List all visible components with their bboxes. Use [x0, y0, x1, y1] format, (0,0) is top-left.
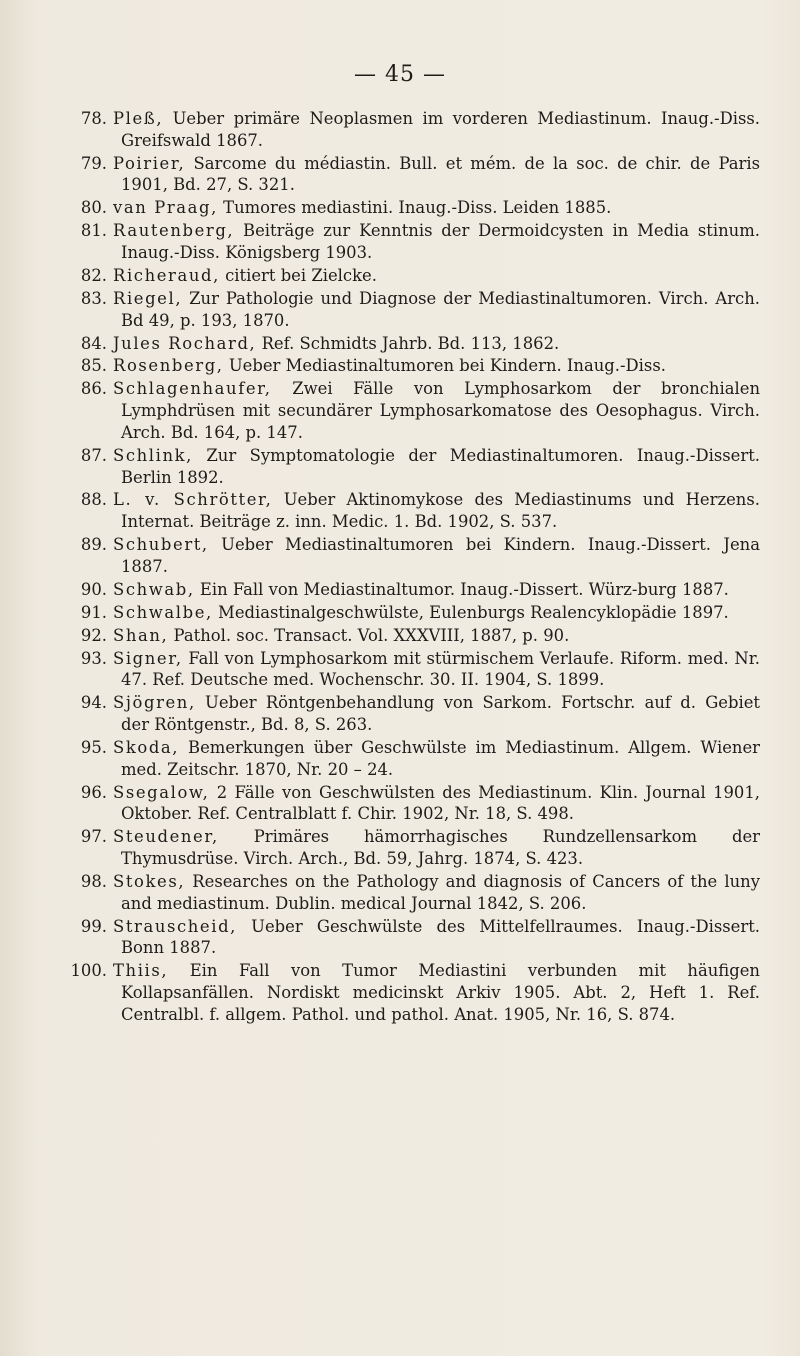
- reference-author: Strauscheid,: [113, 916, 237, 936]
- reference-item: [0, 737, 800, 781]
- reference-text: Ueber Geschwülste des Mittelfellraumes. Inaug.-Dissert. Bonn 1887.: [121, 916, 760, 958]
- reference-text: Ein Fall von Mediastinaltumor. Inaug.-Dissert. Würz-burg 1887.: [199, 579, 729, 599]
- reference-author: Rautenberg,: [113, 221, 235, 241]
- reference-list: [0, 108, 800, 1027]
- reference-author: Steudener,: [113, 827, 219, 847]
- reference-text: Zwei Fälle von Lymphosarkom der bronchialen Lymphdrüsen mit secundärer Lymphosarkomatose des Oesophagus. Virch. Arch. Bd. 164, p. 147.: [121, 379, 761, 442]
- reference-item: [0, 625, 800, 647]
- reference-author: Schlagenhaufer,: [113, 379, 272, 399]
- reference-text: Sarcome du médiastin. Bull. et mém. de la soc. de chir. de Paris 1901, Bd. 27, S. 321.: [121, 153, 760, 195]
- reference-author: Skoda,: [113, 737, 180, 757]
- reference-text: Mediastinalgeschwülste, Eulenburgs Realencyklopädie 1897.: [218, 602, 729, 622]
- reference-text: Ueber Aktinomykose des Mediastinums und Herzens. Internat. Beiträge z. inn. Medic. 1. Bd. 1902, S. 537.: [121, 490, 760, 532]
- reference-item: [0, 288, 800, 332]
- reference-item: [0, 153, 800, 197]
- reference-author: Stokes,: [113, 871, 186, 891]
- reference-item: [0, 378, 800, 443]
- reference-item: [0, 534, 800, 578]
- reference-author: Jules Rochard,: [113, 333, 257, 353]
- reference-item: [0, 871, 800, 915]
- reference-number: 89.: [80, 535, 107, 555]
- reference-author: Poirier,: [113, 153, 186, 173]
- reference-item: [0, 648, 800, 692]
- reference-author: Pleß,: [113, 109, 164, 128]
- reference-number: 93.: [80, 648, 107, 668]
- reference-number: 100.: [70, 961, 107, 981]
- reference-number: 83.: [80, 288, 107, 308]
- reference-number: 78.: [80, 109, 107, 128]
- reference-number: 99.: [80, 916, 107, 936]
- reference-author: Rosenberg,: [113, 356, 224, 376]
- reference-number: 97.: [80, 827, 107, 847]
- reference-author: Richeraud,: [113, 265, 220, 285]
- reference-item: [0, 220, 800, 264]
- reference-number: 98.: [80, 871, 107, 891]
- reference-item: [0, 692, 800, 736]
- reference-number: 80.: [80, 198, 107, 218]
- reference-author: Schwalbe,: [113, 602, 213, 622]
- reference-number: 87.: [80, 445, 107, 465]
- reference-text: Ref. Schmidts Jahrb. Bd. 113, 1862.: [261, 333, 560, 353]
- reference-author: Riegel,: [113, 288, 183, 308]
- reference-text: Zur Symptomatologie der Mediastinaltumoren. Inaug.-Dissert. Berlin 1892.: [121, 445, 760, 487]
- reference-number: 95.: [80, 737, 107, 757]
- reference-item: [0, 333, 800, 355]
- reference-text: Primäres hämorrhagisches Rundzellensarkom der Thymusdrüse. Virch. Arch., Bd. 59, Jahrg. 1874, S. 423.: [121, 827, 760, 869]
- reference-author: Schlink,: [113, 445, 193, 465]
- reference-number: 94.: [80, 693, 107, 713]
- reference-item: [0, 445, 800, 489]
- reference-text: citiert bei Zielcke.: [225, 265, 377, 285]
- reference-number: 91.: [80, 602, 107, 622]
- reference-text: Tumores mediastini. Inaug.-Diss. Leiden 1885.: [223, 198, 612, 218]
- reference-author: Schubert,: [113, 535, 209, 555]
- reference-author: Shan,: [113, 625, 169, 645]
- reference-author: L. v. Schrötter,: [113, 490, 273, 510]
- reference-text: Zur Pathologie und Diagnose der Mediastinaltumoren. Virch. Arch. Bd 49, p. 193, 1870.: [121, 288, 761, 330]
- reference-author: Thiis,: [113, 961, 169, 981]
- reference-item: [0, 826, 800, 870]
- reference-item: [0, 960, 800, 1025]
- reference-text: 2 Fälle von Geschwülsten des Mediastinum. Klin. Journal 1901, Oktober. Ref. Centralblatt f. Chir. 1902, Nr. 18, S. 498.: [121, 782, 760, 824]
- reference-text: Ein Fall von Tumor Mediastini verbunden mit häufigen Kollapsanfällen. Nordiskt medicinskt Arkiv 1905. Abt. 2, Heft 1. Ref. Centralbl. f. allgem. Pathol. und pathol. Anat. 1905, Nr. 16, S. 874.: [121, 961, 760, 1024]
- reference-text: Researches on the Pathology and diagnosis of Cancers of the luny and mediastinum. Dublin. medical Journal 1842, S. 206.: [121, 871, 760, 913]
- reference-text: Bemerkungen über Geschwülste im Mediastinum. Allgem. Wiener med. Zeitschr. 1870, Nr. 20 – 24.: [121, 737, 760, 779]
- page-number: — 45 —: [354, 62, 446, 87]
- reference-item: [0, 602, 800, 624]
- reference-number: 79.: [80, 153, 107, 173]
- reference-number: 88.: [80, 490, 107, 510]
- reference-number: 90.: [80, 579, 107, 599]
- reference-author: Signer,: [113, 648, 183, 668]
- reference-author: van Praag,: [113, 198, 218, 218]
- reference-text: Ueber Mediastinaltumoren bei Kindern. Inaug.-Dissert. Jena 1887.: [121, 535, 760, 576]
- reference-number: 81.: [80, 221, 107, 241]
- reference-number: 92.: [80, 625, 107, 645]
- reference-author: Sjögren,: [113, 693, 196, 713]
- reference-item: [0, 197, 800, 219]
- reference-text: Fall von Lymphosarkom mit stürmischem Verlaufe. Riform. med. Nr. 47. Ref. Deutsche med. Wochenschr. 30. II. 1904, S. 1899.: [121, 648, 760, 690]
- reference-number: 85.: [80, 356, 107, 376]
- reference-number: 84.: [80, 333, 107, 353]
- reference-item: [0, 916, 800, 960]
- reference-item: [0, 489, 800, 533]
- reference-item: [0, 579, 800, 601]
- reference-text: Pathol. soc. Transact. Vol. XXXVIII, 1887, p. 90.: [173, 625, 570, 645]
- reference-text: Beiträge zur Kenntnis der Dermoidcysten in Media stinum. Inaug.-Diss. Königsberg 1903.: [121, 221, 760, 263]
- reference-number: 96.: [80, 782, 107, 802]
- reference-item: [0, 265, 800, 287]
- reference-item: [0, 782, 800, 826]
- reference-item: [0, 355, 800, 377]
- reference-author: Ssegalow,: [113, 782, 210, 802]
- reference-item: [0, 108, 800, 152]
- reference-number: 82.: [80, 265, 107, 285]
- reference-text: Ueber primäre Neoplasmen im vorderen Mediastinum. Inaug.-Diss. Greifswald 1867.: [121, 109, 760, 150]
- reference-author: Schwab,: [113, 579, 195, 599]
- reference-number: 86.: [80, 379, 107, 399]
- reference-text: Ueber Röntgenbehandlung von Sarkom. Fortschr. auf d. Gebiet der Röntgenstr., Bd. 8, S. 263.: [121, 693, 761, 735]
- reference-text: Ueber Mediastinaltumoren bei Kindern. Inaug.-Diss.: [228, 356, 666, 376]
